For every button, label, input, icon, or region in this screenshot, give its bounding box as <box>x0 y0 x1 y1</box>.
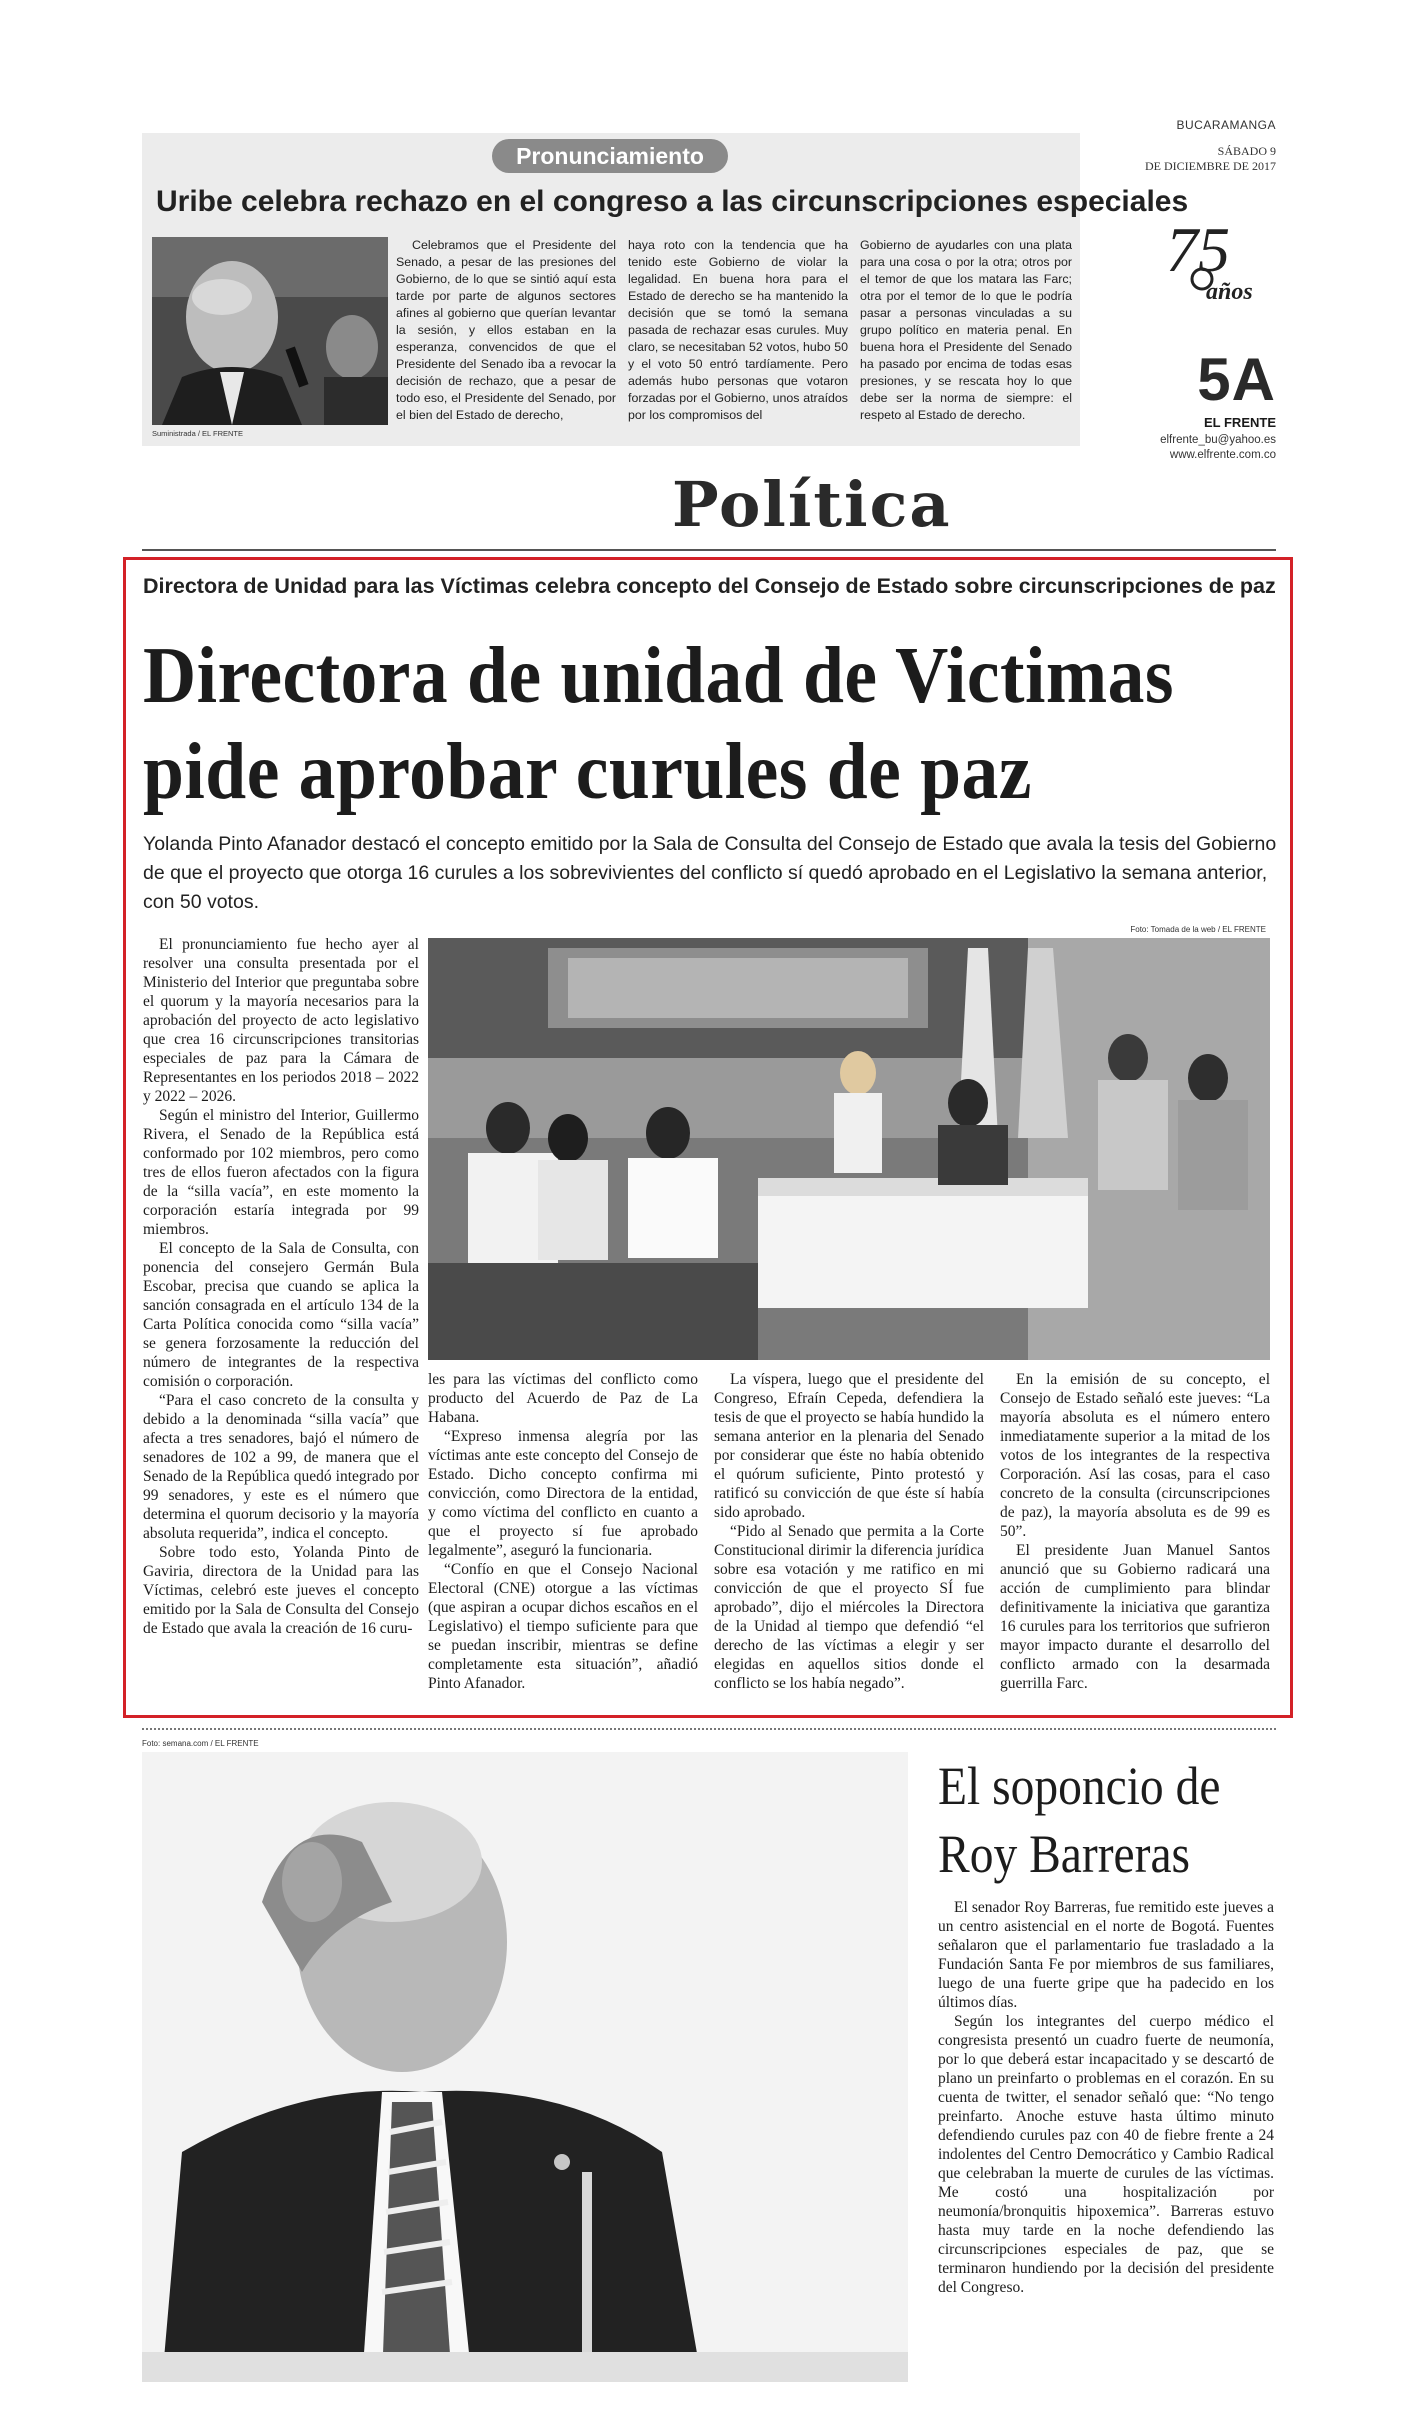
pronouncement-col-3: Gobierno de ayudarles con una plata para una cosa o por la otra; otros por el temor de que los matara las Farc; otra por el temor de lo que le podría pasar a personas vinculadas a su grupo político en materia penal. En buena hora el Presidente del Senado ha pasado por encima de todas esas presiones, y se rescata hoy lo que debe ser la norma de siempre: el respeto al Estado de derecho. <box>860 238 1072 422</box>
roy-photo-credit: Foto: semana.com / EL FRENTE <box>142 1739 259 1748</box>
main-col-4: En la emisión de su concepto, el Consejo de Estado señaló este jueves: “La mayoría absoluta es el número entero inmediatamente superior a la mitad de los votos de los integrantes de la respectiva Corporación. Así las cosas, para el caso concreto de la consulta (circunscripciones de paz), la mayoría absoluta es de 99 es 50”. El presidente Juan Manuel Santos anunció que su Gobierno radicará una acción de cumplimiento para blindar definitivamente la iniciativa que garantiza 16 curules para los territorios que sufrieron mayor impacto durante el desarrollo del conflicto armado con la desarmada guerrilla Farc. <box>1000 1371 1270 1692</box>
roy-barreras-photo <box>142 1752 908 2382</box>
pronouncement-col-1: Celebramos que el Presidente del Senado, a pesar de las presiones del Gobierno, de lo que se sintió aquí esta tarde por parte de algunos sectores afines al gobierno que querían levantar la sesión, y ellos estaban en la esperanza, convencidos de que el Presidente del Senado iba a revocar la decisión de rechazo, que a pesar de todo eso, el Presidente del Senado, por el bien del Estado de derecho, <box>396 238 616 422</box>
paper-contact <box>1100 433 1276 463</box>
paper-name: EL FRENTE <box>1204 415 1276 430</box>
pronouncement-photo-credit: Suministrada / EL FRENTE <box>152 429 243 438</box>
masthead <box>1110 118 1276 174</box>
anniversary-word: años <box>1206 279 1253 305</box>
email-link[interactable]: elfrente_bu@yahoo.es <box>1160 434 1276 446</box>
main-kicker: Directora de Unidad para las Víctimas celebra concepto del Consejo de Estado sobre circunscripciones de paz <box>143 574 1276 598</box>
pronouncement-box <box>142 133 1189 446</box>
bottom-rule <box>142 1728 1276 1730</box>
main-article <box>123 557 1293 1718</box>
main-lead: Yolanda Pinto Afanador destacó el concepto emitido por la Sala de Consulta del Consejo de Estado que avala la tesis del Gobierno de que el proyecto que otorga 16 curules a los sobrevivientes del conflicto sí quedó aprobado en el Legislativo la semana anterior, con 50 votos. <box>143 833 1277 913</box>
main-col-2: les para las víctimas del conflicto como producto del Acuerdo de Paz de La Habana. “Expreso inmensa alegría por las víctimas ante este concepto del Consejo de Estado. Dicho concepto confirma mi convicción, como Directora de la entidad, y como víctima del conflicto en cuanto a que el proyecto sí fue aprobado legalmente”, aseguró la funcionaria. “Confío en que el Consejo Nacional Electoral (CNE) otorgue a las víctimas (que aspiran a ocupar dichos escaños en el Legislativo) el tiempo suficiente para que se puedan inscribir, mientras se define completamente esta situación”, añadió Pinto Afanador. <box>428 1371 698 1692</box>
roy-headline: El soponcio de Roy Barreras <box>938 1756 1221 1884</box>
section-rule <box>142 549 1276 551</box>
section-title: Política <box>672 468 952 541</box>
event-photo <box>428 938 1270 1360</box>
main-photo-credit: Foto: Tomada de la web / EL FRENTE <box>1130 925 1266 934</box>
web-link[interactable]: www.elfrente.com.co <box>1169 449 1276 461</box>
main-col-1: El pronunciamiento fue hecho ayer al resolver una consulta presentada por el Ministerio del Interior que preguntaba sobre el quorum y la mayoría necesarios para la aprobación del proyecto de acto legislativo que crea 16 circunscripciones transitorias especiales de paz para la Cámara de Representantes en los periodos 2018 – 2022 y 2022 – 2026. Según el ministro del Interior, Guillermo Rivera, el Senado de la República está conformado por 102 miembros, pero como tres de ellos fueron afectados con la figura de la “silla vacía”, en este momento la corporación estaría integrada por 99 miembros. El concepto de la Sala de Consulta, con ponencia del consejero Germán Bula Escobar, precisa que cuando se aplica la sanción consagrada en el artículo 134 de la Carta Política conocida como “silla vacía” se genera forzosamente la reducción del número de integrantes de la respectiva comisión o corporación. “Para el caso concreto de la consulta y debido a la denominada “silla vacía” que afecta a tres senadores, bajó el número de senadores de 102 a 99, de manera que el Senado de la República quedó integrado por 99 senadores, y este es el número que determina el quorum decisorio y la mayoría absoluta requerida”, indica el concepto. Sobre todo esto, Yolanda Pinto de Gaviria, directora de la Unidad para las Víctimas, celebró este jueves el concepto emitido por la Sala de Consulta del Consejo de Estado que avala la creación de 16 curu- <box>143 936 419 1637</box>
main-col-3: La víspera, luego que el presidente del Congreso, Efraín Cepeda, defendiera la tesis de que el proyecto se había hundido la semana anterior en la plenaria del Senado por considerar que éste no había obtenido el quórum suficiente, Pinto protestó y ratificó su convicción de que éste sí había sido aprobado. “Pido al Senado que permita a la Corte Constitucional dirimir la diferencia jurídica sobre esa votación y me ratifico en mi convicción de que el proyecto SÍ fue aprobado”, dijo el miércoles la Directora de la Unidad al tiempo que defendió “el derecho de las víctimas a elegir y ser elegidas en aquellos sitios donde el conflicto se los había negado”. <box>714 1371 984 1692</box>
anniversary-number: 75 <box>1166 214 1230 285</box>
anniversary-logo <box>1162 207 1272 307</box>
pronouncement-col-2: haya roto con la tendencia que ha tenido este Gobierno de violar la legalidad. En buena hora para el Estado de derecho se ha mantenido la decisión que se tomó la semana pasada de rechazar esas curules. Muy claro, se necesitaban 52 votos, hubo 50 y el voto 50 entró tardíamente. Pero además hubo personas que votaron forzadas por el Gobierno, unos atraídos por los compromisos del <box>628 238 848 422</box>
pronouncement-tag: Pronunciamiento <box>492 139 728 173</box>
city-label: BUCARAMANGA <box>1176 118 1276 132</box>
pronouncement-headline: Uribe celebra rechazo en el congreso a las circunscripciones especiales <box>156 185 1189 218</box>
page-number: 5A <box>1197 346 1276 413</box>
roy-article-body: El senador Roy Barreras, fue remitido este jueves a un centro asistencial en el norte de Bogotá. Fuentes señalaron que el parlamentario fue trasladado a la Fundación Santa Fe por miembros de sus familiares, luego de una fuerte gripe que ha padecido en los últimos días. Según los integrantes del cuerpo médico el congresista presentó un cuadro fuerte de neumonía, por lo que deberá estar incapacitado y se descartó de plano un preinfarto o problemas en el corazón. En su cuenta de twitter, el senador señaló que: “No tengo preinfarto. Anoche estuve hasta último minuto defendiendo curules paz con 40 de fiebre frente a 24 indolentes del Centro Democrático y Cambio Radical que celebraban la muerte de curules de las víctimas. Me costó una hospitalización por neumonía/bronquitis hipoxemica”. Barreras estuvo hasta muy tarde en la noche defendiendo las circunscripciones especiales de paz, que se terminaron hundiendo por la decisión del presidente del Congreso. <box>938 1899 1274 2296</box>
uribe-photo <box>152 237 388 425</box>
date-label: SÁBADO 9 DE DICIEMBRE DE 2017 <box>1145 144 1276 173</box>
main-headline: Directora de unidad de Victimas pide aprobar curules de paz <box>143 632 1175 816</box>
